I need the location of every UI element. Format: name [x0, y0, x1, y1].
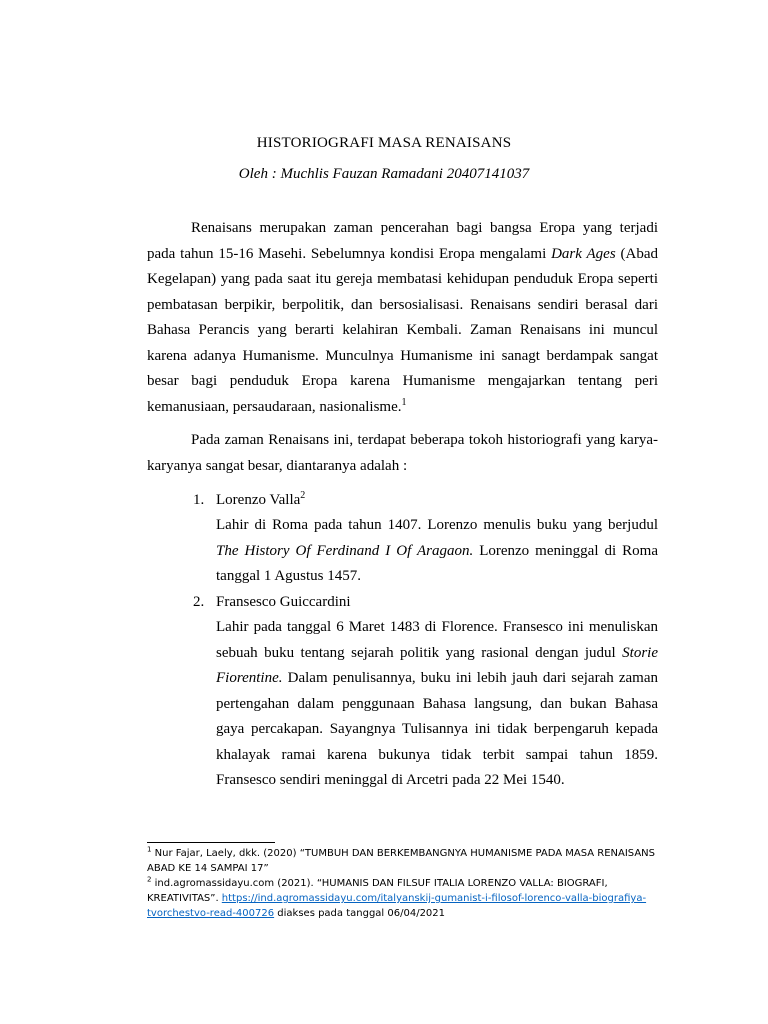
- paragraph-text: Pada zaman Renaisans ini, terdapat beberapa tokoh historiografi yang karya-karyanya sangat besar, diantaranya adalah :: [147, 432, 658, 474]
- document-author: Oleh : Muchlis Fauzan Ramadani 20407141037: [238, 166, 530, 182]
- footnote-text: ind.agromassidayu.com (2021). “HUMANIS DAN FILSUF ITALIA LORENZO VALLA: BIOGRAFI, KREATIVITAS”.: [147, 878, 608, 904]
- paragraph-text: Renaisans merupakan zaman pencerahan bagi bangsa Eropa yang terjadi pada tahun 15-16 Masehi. Sebelumnya kondisi Eropa mengalami: [147, 220, 658, 262]
- footnote-text: diakses pada tanggal 06/04/2021: [274, 908, 446, 919]
- footnote-number: 1: [147, 845, 152, 854]
- footnote-source-link[interactable]: https://ind.agromassidayu.com/italyanskij-gumanist-i-filosof-lorenco-valla-biografiya-tvorchestvo-read-400726: [147, 893, 647, 919]
- paragraph-tokoh-intro: [147, 428, 658, 479]
- list-item-name: [216, 488, 305, 514]
- list-item-name: [216, 590, 351, 616]
- footnote-2: [147, 876, 667, 921]
- description-text: Lahir pada tanggal 6 Maret 1483 di Florence. Fransesco ini menuliskan sebuah buku tentang sejarah politik yang rasional dengan judul: [216, 619, 658, 661]
- footnote-1: [147, 846, 667, 876]
- paragraph-text: (Abad Kegelapan) yang pada saat itu gereja membatasi kehidupan penduduk Eropa seperti pembatasan berpikir, berpolitik, dan bersosialisasi. Renaisans sendiri berasal dari Bahasa Perancis yang berarti kelahiran Kembali. Zaman Renaisans ini muncul karena adanya Humanisme. Munculnya Humanisme ini sanagt berdampak sangat besar bagi penduduk Eropa karena Humanisme mengajarkan tentang peri kemanusiaan, persaudaraan, nasionalisme.: [147, 245, 658, 415]
- footnote-number: 2: [147, 875, 152, 884]
- list-number: 2.: [193, 594, 205, 610]
- description-text: Lahir di Roma pada tahun 1407. Lorenzo menulis buku yang berjudul: [216, 517, 658, 533]
- list-item-description: [216, 513, 658, 590]
- list-item-description: [216, 615, 658, 794]
- footnote-ref-1[interactable]: 1: [401, 396, 407, 408]
- list-number: 1.: [193, 492, 205, 508]
- description-text: Dalam penulisannya, buku ini lebih jauh dari sejarah zaman pertengahan dalam penggunaan Bahasa langsung, dan bukan Bahasa gaya percakapan. Sayangnya Tulisannya ini tidak berpengaruh kepada khalayak ramai karena bukunya tidak terbit sampai tahun 1859. Fransesco sendiri meninggal di Arcetri pada 22 Mei 1540.: [216, 670, 658, 788]
- italic-term-dark-ages: Dark Ages: [551, 245, 616, 262]
- footnote-text: Nur Fajar, Laely, dkk. (2020) “TUMBUH DAN BERKEMBANGNYA HUMANISME PADA MASA RENAISANS ABAD KE 14 SAMPAI 17”: [147, 848, 655, 874]
- person-name: Fransesco Guiccardini: [216, 594, 351, 610]
- document-title: HISTORIOGRAFI MASA RENAISANS: [256, 135, 512, 151]
- paragraph-renaisans-intro: [147, 216, 658, 420]
- description-text: Lorenzo meninggal di Roma tanggal 1 Agustus 1457.: [216, 542, 658, 584]
- italic-book-title: The History Of Ferdinand I Of Aragaon.: [216, 542, 474, 559]
- italic-book-title: Storie Fiorentine.: [216, 644, 658, 686]
- person-name: Lorenzo Valla: [216, 492, 301, 508]
- footnote-separator: [147, 842, 275, 843]
- footnote-ref-2[interactable]: 2: [300, 490, 306, 501]
- footnotes: [147, 846, 667, 921]
